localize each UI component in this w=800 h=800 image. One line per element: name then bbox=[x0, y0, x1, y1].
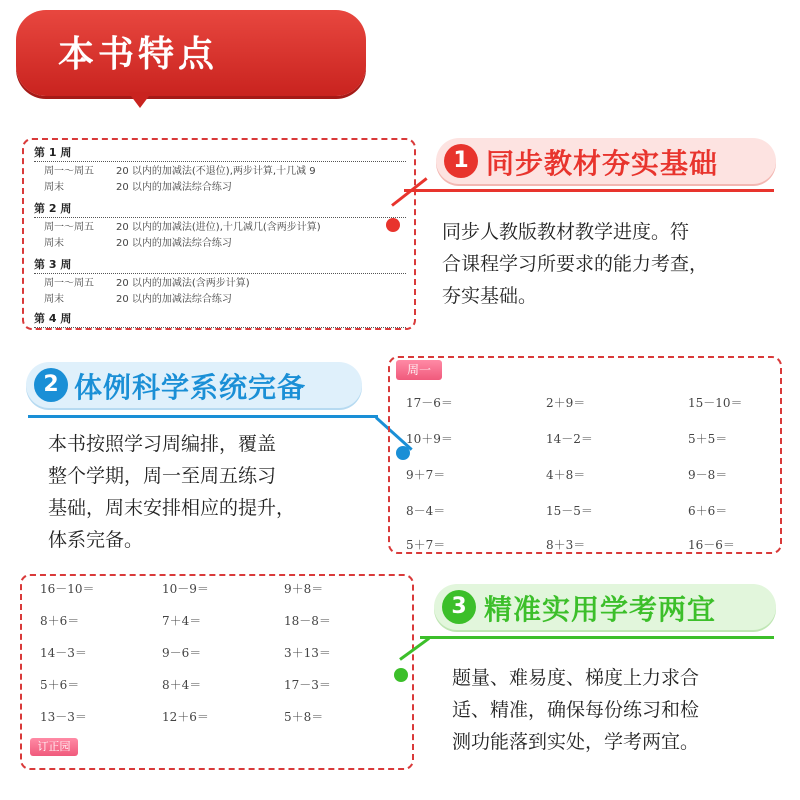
feature-2-description bbox=[48, 428, 378, 556]
feature-3-underline bbox=[420, 636, 774, 639]
exercise-item: 15－5＝ bbox=[546, 504, 593, 518]
exercise-item: 17－6＝ bbox=[406, 396, 453, 410]
exercise-item: 8＋4＝ bbox=[162, 678, 202, 692]
exercise-item: 8＋3＝ bbox=[546, 538, 586, 552]
header-banner-tail bbox=[128, 92, 152, 108]
schedule-day: 周一～周五 bbox=[44, 166, 94, 177]
schedule-day: 周一～周五 bbox=[44, 222, 94, 233]
feature-2-number: 2 bbox=[34, 368, 68, 402]
exercise-item: 8＋6＝ bbox=[40, 614, 80, 628]
week-label: 第 2 周 bbox=[34, 200, 406, 218]
exercise-item: 9－8＝ bbox=[688, 468, 728, 482]
exercise-panel-monday bbox=[388, 356, 782, 554]
feature-3-title: 精准实用学考两宜 bbox=[484, 593, 717, 626]
feature-1-number: 1 bbox=[444, 144, 478, 178]
exercise-item: 15－10＝ bbox=[688, 396, 743, 410]
exercise-panel-correction bbox=[20, 574, 414, 770]
schedule-day: 周一～周五 bbox=[44, 278, 94, 289]
exercise-item: 10－9＝ bbox=[162, 582, 209, 596]
schedule-day: 周末 bbox=[44, 294, 64, 305]
schedule-content: 20 以内的加减法(进位),十几减几(含两步计算) bbox=[116, 222, 321, 233]
description-line: 夯实基础。 bbox=[442, 285, 538, 307]
schedule-day: 周末 bbox=[44, 182, 64, 193]
exercise-item: 6＋6＝ bbox=[688, 504, 728, 518]
description-line: 同步人教版教材教学进度。符 bbox=[442, 221, 690, 243]
exercise-item: 17－3＝ bbox=[284, 678, 331, 692]
exercise-item: 12＋6＝ bbox=[162, 710, 209, 724]
exercise-item: 16－6＝ bbox=[688, 538, 735, 552]
exercise-item: 9＋7＝ bbox=[406, 468, 446, 482]
exercise-item: 14－2＝ bbox=[546, 432, 593, 446]
exercise-item: 7＋4＝ bbox=[162, 614, 202, 628]
exercise-item: 9－6＝ bbox=[162, 646, 202, 660]
exercise-item: 5＋6＝ bbox=[40, 678, 80, 692]
exercise-item: 16－10＝ bbox=[40, 582, 95, 596]
exercise-item: 14－3＝ bbox=[40, 646, 87, 660]
exercise-item: 5＋7＝ bbox=[406, 538, 446, 552]
week-label: 第 4 周 bbox=[34, 310, 406, 328]
schedule-panel bbox=[22, 138, 416, 330]
description-line: 适、精准，确保每份练习和检 bbox=[452, 699, 700, 721]
tab-monday: 周一 bbox=[396, 360, 442, 380]
description-line: 合课程学习所要求的能力考查， bbox=[442, 253, 709, 275]
exercise-item: 13－3＝ bbox=[40, 710, 87, 724]
feature-3-description bbox=[452, 662, 782, 758]
week-label: 第 3 周 bbox=[34, 256, 406, 274]
page-title: 本书特点 bbox=[58, 34, 219, 75]
feature-1-underline bbox=[404, 189, 774, 192]
exercise-item: 4＋8＝ bbox=[546, 468, 586, 482]
schedule-content: 20 以内的加减法(含两步计算) bbox=[116, 278, 250, 289]
exercise-item: 3＋13＝ bbox=[284, 646, 331, 660]
description-line: 题量、难易度、梯度上力求合 bbox=[452, 667, 700, 689]
week-label: 第 1 周 bbox=[34, 144, 406, 162]
description-line: 本书按照学习周编排，覆盖 bbox=[48, 433, 277, 455]
schedule-content: 20 以内的加减法综合练习 bbox=[116, 294, 232, 305]
exercise-item: 9＋8＝ bbox=[284, 582, 324, 596]
schedule-day: 周末 bbox=[44, 238, 64, 249]
exercise-item: 8－4＝ bbox=[406, 504, 446, 518]
exercise-item: 5＋8＝ bbox=[284, 710, 324, 724]
schedule-content: 20 以内的加减法综合练习 bbox=[116, 238, 232, 249]
tab-correction: 订正园 bbox=[30, 738, 78, 756]
feature-1-description bbox=[442, 216, 782, 312]
exercise-item: 18－8＝ bbox=[284, 614, 331, 628]
description-line: 测功能落到实处，学考两宜。 bbox=[452, 731, 700, 753]
feature-2-title: 体例科学系统完备 bbox=[74, 371, 307, 404]
feature-3-dot bbox=[394, 668, 408, 682]
schedule-content: 20 以内的加减法(不退位),两步计算,十几减 9 bbox=[116, 166, 316, 177]
description-line: 基础，周末安排相应的提升， bbox=[48, 497, 296, 519]
description-line: 整个学期，周一至周五练习 bbox=[48, 465, 277, 487]
exercise-item: 10＋9＝ bbox=[406, 432, 453, 446]
feature-1-title: 同步教材夯实基础 bbox=[486, 147, 719, 180]
feature-3-number: 3 bbox=[442, 590, 476, 624]
schedule-content: 20 以内的加减法综合练习 bbox=[116, 182, 232, 193]
exercise-item: 2＋9＝ bbox=[546, 396, 586, 410]
feature-2-underline bbox=[28, 415, 378, 418]
feature-1-dot bbox=[386, 218, 400, 232]
description-line: 体系完备。 bbox=[48, 529, 144, 551]
exercise-item: 5＋5＝ bbox=[688, 432, 728, 446]
